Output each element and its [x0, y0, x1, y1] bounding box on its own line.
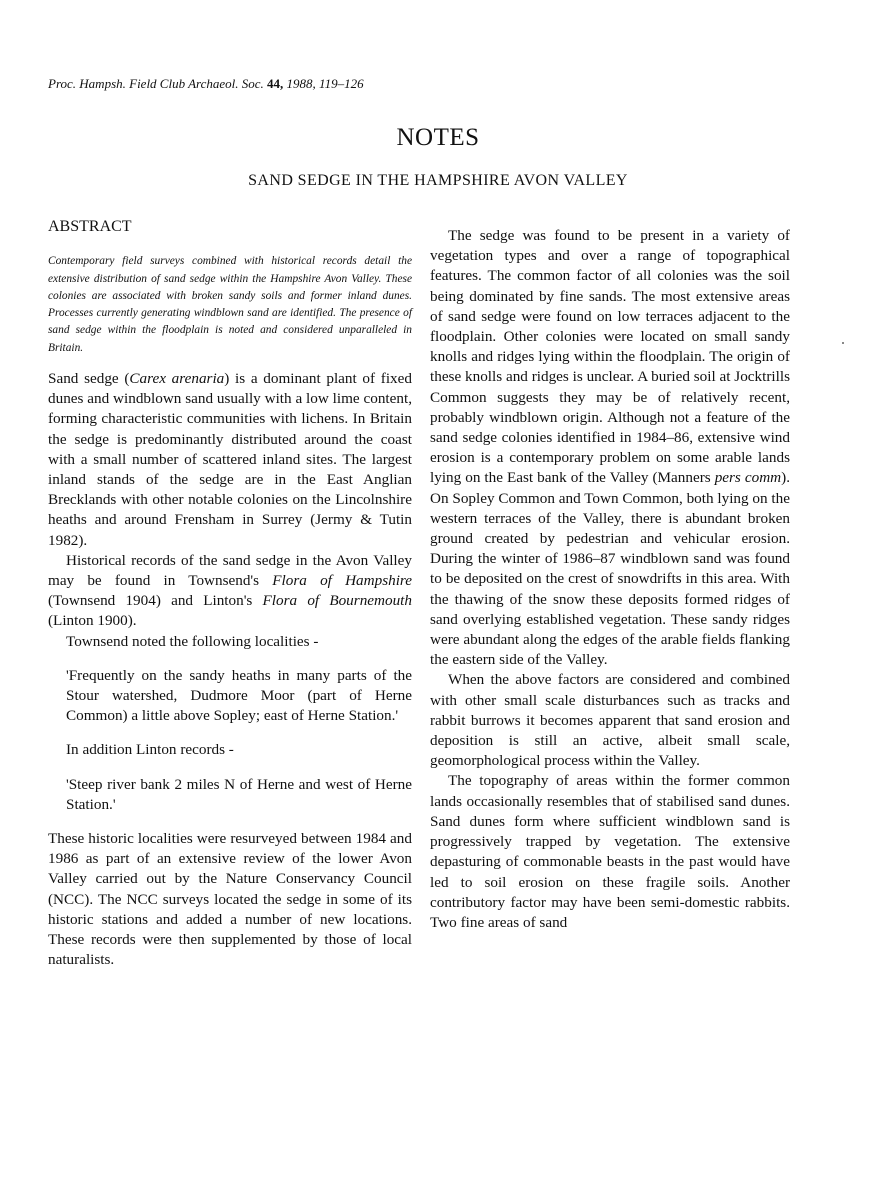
- paragraph-linton: In addition Linton records -: [66, 741, 234, 759]
- paragraph-intro: Sand sedge (Carex arenaria) is a dominant plant of fixed dunes and windblown sand usually with a low lime content, forming characteristic communities with lichens. In Britain the sedge is predominantly distributed around the coast with a small number of scattered inland sites. The largest inland stands of the sedge are in the East Anglian Brecklands with other notable colonies on the Lincolnshire heaths and around Frensham in Surrey (Jermy & Tutin 1982).: [48, 369, 412, 549]
- abstract-heading: ABSTRACT: [48, 218, 132, 235]
- paragraph-topography: The topography of areas within the former common lands occasionally resembles that of stabilised sand dunes. Sand dunes form where sufficient windblown sand is progressively trapped by vegetation. The extensive depasturing of commonable beasts in the past would have led to soil erosion on these fragile soils. Another contributory factor may have been semi-domestic rabbits. Two fine areas of sand: [430, 772, 790, 931]
- scan-speck: [842, 342, 844, 344]
- right-column: [430, 226, 790, 933]
- species-name: Carex arenaria: [129, 369, 225, 387]
- paragraph-townsend: Townsend noted the following localities -: [66, 632, 319, 650]
- flora-title-bournemouth: Flora of Bournemouth: [262, 592, 412, 610]
- left-column: [48, 217, 412, 970]
- journal-citation: [48, 76, 364, 92]
- flora-title-hampshire: Flora of Hampshire: [272, 572, 413, 590]
- paragraph-factors: When the above factors are considered and combined with other small scale disturbances such as tracks and rabbit burrows it becomes apparent that sand erosion and deposition is still an active, albeit small scale, geomorphological process within the Valley.: [430, 671, 790, 770]
- journal-volume: 44,: [267, 76, 284, 91]
- section-title: NOTES: [396, 124, 480, 151]
- journal-name: Proc. Hampsh. Field Club Archaeol. Soc.: [48, 76, 264, 91]
- paragraph-vegetation: The sedge was found to be present in a variety of vegetation types and over a range of topographical features. The common factor of all colonies was the soil being dominated by fine sands. The most extensive areas of sand sedge were found on low terraces adjacent to the floodplain. Other colonies were located on small sandy knolls and ridges lying within the floodplain. The origin of these knolls and ridges is unclear. A buried soil at Jocktrills Common suggests they may be of relatively recent, probably windblown origin. Although not a feature of the sand sedge colonies identified in 1984–86, extensive wind erosion is a contemporary problem on some arable lands lying on the East bank of the Valley (Manners pers comm). On Sopley Common and Town Common, both lying on the western terraces of the Valley, there is abundant broken ground created by pedestrian and vehicular erosion. During the winter of 1986–87 windblown sand was found to be deposited on the crest of snowdrifts in this area. With the thawing of the snow these deposits formed ridges of sand overlying established vegetation. These sandy ridges were abundant along the edges of the arable fields flanking the eastern side of the Valley.: [430, 227, 790, 669]
- paragraph-resurvey: These historic localities were resurveyed between 1984 and 1986 as part of an extensive review of the lower Avon Valley carried out by the Nature Conservancy Council (NCC). The NCC surveys located the sedge in some of its historic stations and added a number of new locations. These records were then supplemented by those of local naturalists.: [48, 830, 412, 969]
- article-title: SAND SEDGE IN THE HAMPSHIRE AVON VALLEY: [248, 172, 628, 189]
- pers-comm: pers comm: [714, 469, 782, 487]
- abstract-text: Contemporary field surveys combined with historical records detail the extensive distribution of sand sedge within the Hampshire Avon Valley. These colonies are associated with broken sandy soils and former inland dunes. Processes currently generating windblown sand are identified. The presence of sand sedge within the floodplain is noted and considered unparalleled in Britain.: [48, 255, 412, 354]
- quote-linton: 'Steep river bank 2 miles N of Herne and west of Herne Station.': [66, 775, 412, 813]
- paragraph-historical: Historical records of the sand sedge in the Avon Valley may be found in Townsend's Flora of Hampshire (Townsend 1904) and Linton's Flora of Bournemouth (Linton 1900).: [48, 551, 413, 630]
- quote-townsend: 'Frequently on the sandy heaths in many parts of the Stour watershed, Dudmore Moor (part of Herne Common) a little above Sopley; east of Herne Station.': [66, 666, 412, 725]
- journal-pages: 1988, 119–126: [286, 76, 364, 91]
